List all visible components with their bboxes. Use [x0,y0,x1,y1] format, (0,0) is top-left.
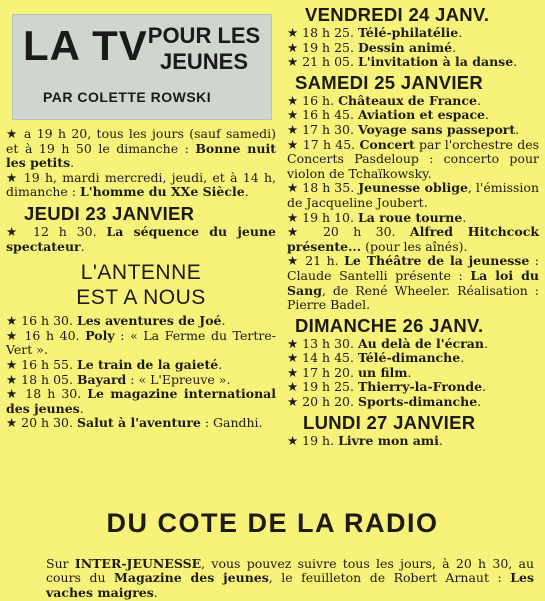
list-item: ★ 17 h 20. un film. [287,364,412,380]
list-item: ★ 18 h 35. Jeunesse oblige, l'émission de Jacqueline Joubert. [287,180,539,210]
antenne-section [6,260,276,431]
page-subtitle [139,23,269,75]
subtitle-line-2: JEUNES [159,49,249,74]
day-heading: LUNDI 27 JANVIER [303,411,476,433]
section-heading: L'ANTENNE EST A NOUS [76,261,206,310]
day-heading: JEUDI 23 JANVIER [24,202,195,224]
list-item: ★ 16 h 30. Les aventures de Joé. [6,313,226,329]
list-item: ★ 21 h 05. L'invitation à la danse. [287,54,518,70]
list-item: ★ 16 h. Châteaux de France. [287,92,481,108]
lundi-section [287,412,539,449]
right-column [287,0,539,448]
subtitle-line-1: POUR LES [147,23,261,48]
byline: PAR COLETTE ROWSKI [43,89,212,105]
dimanche-section [287,315,539,410]
samedi-section [287,72,539,313]
list-item: ★ 16 h 55. Le train de la gaieté. [6,356,223,372]
list-item: ★ 16 h 45. Aviation et espace. [287,107,489,123]
list-item: ★ 18 h 25. Télé-philatélie. [287,25,463,40]
list-item: ★ 14 h 45. Télé-dimanche. [287,350,465,366]
jeudi-section [6,203,276,254]
intro-section [6,127,276,200]
list-item: ★ 16 h 40. Poly : « La Ferme du Tertre-Vert ». [6,327,277,358]
vendredi-section [287,4,539,70]
day-heading: DIMANCHE 26 JANV. [295,314,484,336]
radio-text: Sur INTER-JEUNESSE, vous pouvez suivre tous les jours, à 20 h 30, au cours du Magazine des jeunes, le feuilleton de Robert Arnaut : Les vaches maigres. [46,555,535,601]
list-item: ★ 20 h 30. Alfred Hitchcock présente... (pour les aînés). [287,224,539,254]
list-item: ★ 19 h. Livre mon ami. [287,432,443,448]
list-item: ★ 17 h 30. Voyage sans passeport. [287,121,520,137]
list-item: ★ 18 h 05. Bayard : « L'Epreuve ». [6,371,231,387]
list-item: ★ 19 h 25. Dessin animé. [287,39,457,55]
list-item: ★ 13 h 30. Au delà de l'écran. [287,335,488,351]
list-item: ★ 19 h 25. Thierry-la-Fronde. [287,379,487,395]
page-title: LA TV [23,22,148,69]
list-item: ★ 17 h 45. Concert par l'orchestre des Concerts Pasdeloup : concerto pour violon de Tchaïkowsky. [287,136,540,181]
list-item: ★ 21 h. Le Théâtre de la jeunesse : Claude Santelli présente : La loi du Sang, de René Wheeler. Réalisation : Pierre Badel. [287,253,540,313]
list-item: ★ 20 h 30. Salut à l'aventure : Gandhi. [6,415,263,431]
list-item: ★ 20 h 20. Sports-dimanche. [287,394,482,410]
list-item: ★ 19 h, mardi mercredi, jeudi, et à 14 h, dimanche : L'homme du XXe Siècle. [6,169,276,200]
left-column [6,0,276,431]
list-item: ★ 18 h 30. Le magazine international des jeunes. [6,386,277,416]
list-item: ★ 19 h 10. La roue tourne. [287,209,467,225]
title-box [12,14,272,120]
day-heading: SAMEDI 25 JANVIER [295,71,484,93]
list-item: ★ 12 h 30. La séquence du jeune spectateur. [6,223,276,254]
day-heading: VENDREDI 24 JANV. [305,4,490,25]
radio-heading: DU COTE DE LA RADIO [106,508,439,538]
list-item: ★ a 19 h 20, tous les jours (sauf samedi) et à 19 h 50 le dimanche : Bonne nuit les petits. [6,126,276,171]
